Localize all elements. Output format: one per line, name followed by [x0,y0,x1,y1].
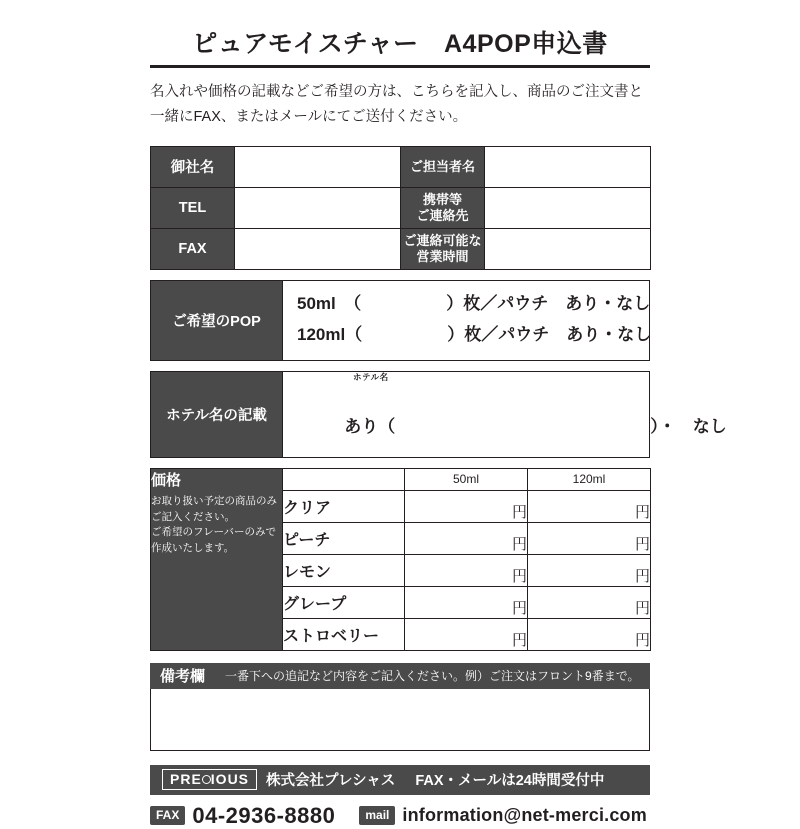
mail-address[interactable]: information@net-merci.com [402,805,647,826]
label-hotel-name: ホテル名の記載 [151,371,283,457]
hotel-name-choice[interactable] [283,371,727,457]
flavor-clear: クリア [283,490,405,522]
label-price [151,468,283,650]
lead-paragraph [150,80,650,130]
table-row [151,371,650,457]
price-lemon-50ml[interactable]: 円 [405,554,528,586]
table-row [151,280,650,360]
price-strawberry-50ml[interactable]: 円 [405,618,528,650]
price-note-line1: お取り扱い予定の商品のみ [151,494,277,507]
remarks-input[interactable] [150,689,650,751]
logo-text-post: IOUS [210,771,250,788]
price-peach-120ml[interactable]: 円 [528,522,651,554]
fax-number[interactable]: 04-2936-8880 [192,802,336,828]
label-contact-person: ご担当者名 [401,146,485,187]
hotel-name-choice-text: あり（ ）・ なし [344,416,727,436]
logo-text-pre: PRE [170,771,202,788]
label-company-name: 御社名 [151,146,235,187]
fax-tag: FAX [150,806,185,825]
label-price-title: 価格 [151,471,182,489]
label-price-note [151,494,282,557]
field-tel[interactable] [235,187,401,228]
title-underline [150,65,650,68]
price-grape-50ml[interactable]: 円 [405,586,528,618]
field-company-name[interactable] [235,146,401,187]
footer-company-name: 株式会社プレシャス [266,773,396,790]
price-clear-120ml[interactable]: 円 [528,490,651,522]
price-grape-120ml[interactable]: 円 [528,586,651,618]
hotel-name-table [150,371,727,458]
remarks-header [150,663,650,689]
contact-row [150,803,650,829]
label-pop-request: ご希望のPOP [151,280,283,360]
flavor-grape: グレープ [283,586,405,618]
price-note-line3: ご希望のフレーバーのみで [151,526,277,539]
footer-bar [150,765,650,795]
remarks-note: 一番下への追記など内容をご記入ください。例）ご注文はフロント9番まで。 [225,669,640,684]
footer-section [150,765,650,829]
label-mobile-contact-line2: ご連絡先 [416,207,469,223]
pop-option-120ml[interactable]: 120ml（ ）枚／パウチ あり・なし [297,325,652,345]
table-row [151,187,651,228]
mail-tag: mail [359,806,395,825]
price-note-line2: ご記入ください。 [151,510,235,523]
price-peach-50ml[interactable]: 円 [405,522,528,554]
remarks-section [150,663,650,751]
label-tel: TEL [151,187,235,228]
field-hotel-name[interactable] [283,371,727,457]
price-strawberry-120ml[interactable]: 円 [528,618,651,650]
field-fax[interactable] [235,228,401,269]
flavor-lemon: レモン [283,554,405,586]
label-business-hours-line2: 営業時間 [416,248,469,264]
pop-option-50ml[interactable]: 50ml （ ）枚／パウチ あり・なし [297,293,651,313]
field-pop-request[interactable] [283,280,650,360]
price-col-head-50ml: 50ml [405,468,528,490]
lead-line-1: 名入れや価格の記載などご希望の方は、こちらを記入し、商品のご注文書と [150,84,643,100]
company-info-table [150,146,651,270]
table-row [151,228,651,269]
precious-logo [162,769,257,790]
pop-request-table [150,280,650,361]
logo-ring-icon [202,775,211,784]
label-business-hours [401,228,485,269]
price-clear-50ml[interactable]: 円 [405,490,528,522]
price-lemon-120ml[interactable]: 円 [528,554,651,586]
flavor-strawberry: ストロベリー [283,618,405,650]
field-contact-person[interactable] [485,146,651,187]
label-mobile-contact [401,187,485,228]
title-section [150,0,650,68]
table-row [151,468,651,490]
field-business-hours[interactable] [485,228,651,269]
page-title: ピュアモイスチャー A4POP申込書 [192,30,608,58]
table-row [151,146,651,187]
price-table [150,468,651,651]
footer-availability: FAX・メールは24時間受付中 [415,773,605,790]
price-col-head-120ml: 120ml [528,468,651,490]
field-mobile-contact[interactable] [485,187,651,228]
label-mobile-contact-line1: 携帯等 [422,191,462,207]
label-remarks: 備考欄 [160,668,206,686]
hotel-name-ruby: ホテル名 [353,371,389,382]
label-fax: FAX [151,228,235,269]
label-business-hours-line1: ご連絡可能な [403,232,482,248]
price-col-head-blank [283,468,405,490]
flavor-peach: ピーチ [283,522,405,554]
lead-line-2: 一緒にFAX、またはメールにてご送付ください。 [150,108,468,125]
price-note-line4: 作成いたします。 [151,542,235,554]
